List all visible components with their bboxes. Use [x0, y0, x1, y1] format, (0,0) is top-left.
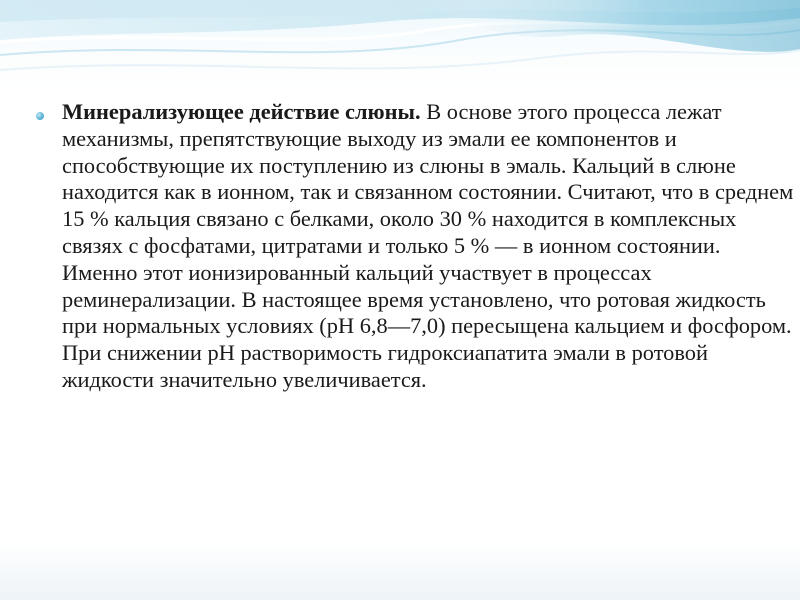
bottom-shade	[0, 540, 800, 600]
decorative-wave-banner	[0, 0, 800, 100]
bullet-lead-text: Минерализующее действие слюны.	[62, 99, 421, 124]
bullet-item	[36, 99, 796, 394]
slide-content	[36, 99, 796, 394]
bullet-body-text: В основе этого процесса лежат механизмы, препятствующие выходу из эмали ее компонентов и способствующие их поступлению из слюны в эмаль. Кальций в слюне находится как в ионном, так и связанном состоянии. Считают, что в среднем 15 % кальция связано с белками, около 30 % находится в комплексных связях с фосфатами, цитратами и только 5 % — в ионном состоянии. Именно этот ионизированный кальций участвует в процессах реминерализации. В настоящее время установлено, что ротовая жидкость при нормальных условиях (рН 6,8—7,0) пересыщена кальцием и фосфором. При снижении рН растворимость гидроксиапатита эмали в ротовой жидкости значительно увеличивается.	[62, 99, 794, 392]
bullet-dot-icon	[36, 112, 44, 120]
bullet-text	[62, 99, 796, 394]
